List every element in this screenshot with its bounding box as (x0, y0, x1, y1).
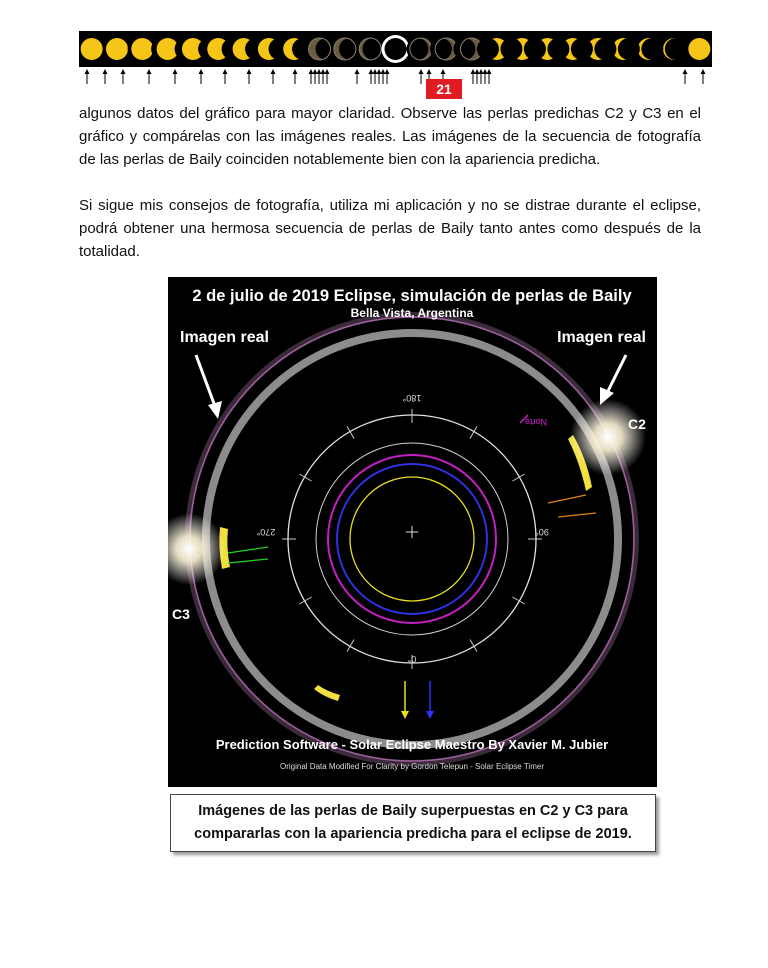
exposure-arrow-head (471, 69, 476, 74)
exposure-arrow-head (223, 69, 228, 74)
exposure-arrow-head (479, 69, 484, 74)
exposure-arrow-head (199, 69, 204, 74)
figure-subtitle: Bella Vista, Argentina (350, 306, 474, 320)
eclipse-phase (334, 38, 361, 60)
deg-180-label: 180° (402, 393, 422, 403)
c2-label: C2 (628, 416, 646, 432)
simulation-image (168, 277, 657, 787)
figure-caption (170, 794, 656, 852)
exposure-arrow-head (147, 69, 152, 74)
exposure-arrow-head (683, 69, 688, 74)
paragraph-2: Si sigue mis consejos de fotografía, utiliza mi aplicación y no se distrae durante el eclipse, podrá obtener una hermosa secuencia de perlas de Baily tanto antes como después de la totalidad. (79, 197, 701, 260)
c3-label: C3 (172, 606, 190, 622)
exposure-arrow-head (325, 69, 330, 74)
exposure-arrow-head (487, 69, 492, 74)
eclipse-phase (359, 38, 384, 60)
exposure-arrow-head (483, 69, 488, 74)
deg-270-label: 270° (256, 527, 276, 537)
north-label: Norte (524, 417, 548, 427)
data-credit: Original Data Modified For Clarity by Gordon Telepun - Solar Eclipse Timer (280, 762, 544, 771)
exposure-arrow-head (321, 69, 326, 74)
exposure-arrow-head (313, 69, 318, 74)
caption-line-1: Imágenes de las perlas de Baily superpuestas en C2 y C3 para (198, 803, 628, 819)
exposure-arrow-head (121, 69, 126, 74)
exposure-arrow-head (271, 69, 276, 74)
page-number-badge: 21 (426, 79, 462, 99)
eclipse-phase (430, 38, 457, 60)
exposure-arrow-head (103, 69, 108, 74)
paragraph-1: algunos datos del gráfico para mayor claridad. Observe las perlas predichas C2 y C3 en el gráfico y compárelas con las imágenes reales. Las imágenes de la secuencia de fotografía de las perlas de Baily coinciden notablemente bien con la apariencia predicha. (79, 105, 701, 168)
exposure-arrow-head (701, 69, 706, 74)
exposure-arrow-head (377, 69, 382, 74)
eclipse-phase (382, 35, 410, 63)
exposure-arrow-head (385, 69, 390, 74)
exposure-arrow-head (381, 69, 386, 74)
c2-glow (570, 399, 646, 475)
exposure-arrow-head (317, 69, 322, 74)
exposure-arrow-head (85, 69, 90, 74)
exposure-arrow-head (309, 69, 314, 74)
exposure-arrow-head (475, 69, 480, 74)
eclipse-phase (665, 38, 711, 60)
exposure-arrow-head (441, 69, 446, 74)
exposure-arrow-head (173, 69, 178, 74)
exposure-arrow-head (247, 69, 252, 74)
eclipse-phase (309, 38, 338, 60)
exposure-arrow-head (355, 69, 360, 74)
eclipse-phases (79, 31, 712, 67)
deg-90-label: 90° (535, 527, 549, 537)
caption-line-2: compararlas con la apariencia predicha para el eclipse de 2019. (194, 826, 632, 842)
exposure-arrow-head (373, 69, 378, 74)
software-credit: Prediction Software - Solar Eclipse Maestro By Xavier M. Jubier (215, 737, 609, 752)
exposure-arrow-head (419, 69, 424, 74)
exposure-arrow-head (369, 69, 374, 74)
eclipse-phase (406, 38, 431, 60)
deg-0-label: 0° (407, 654, 417, 664)
label-real-image-right: Imagen real (557, 329, 646, 346)
exposure-arrow-head (293, 69, 298, 74)
exposure-arrow-head (427, 69, 432, 74)
figure-title: 2 de julio de 2019 Eclipse, simulación de perlas de Baily (192, 287, 632, 305)
eclipse-sequence-strip (79, 31, 712, 67)
label-real-image-left: Imagen real (180, 329, 269, 346)
bailys-beads-figure (168, 277, 657, 787)
exposure-arrows (79, 67, 712, 87)
